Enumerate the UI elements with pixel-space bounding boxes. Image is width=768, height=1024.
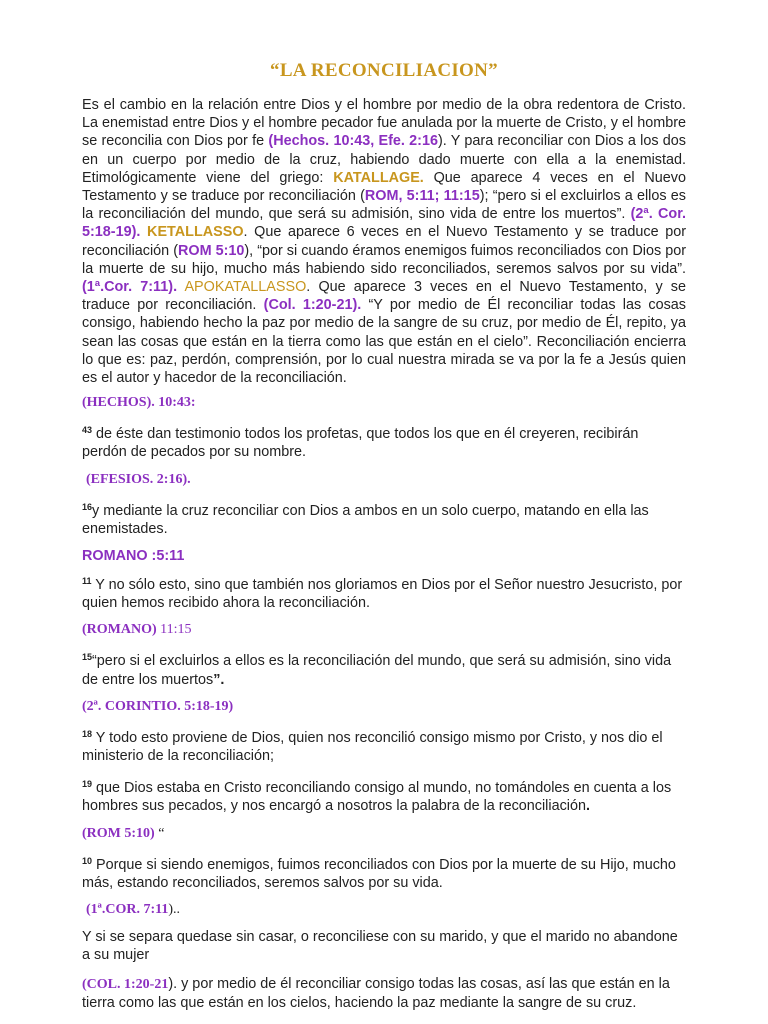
greek-word-ketallasso: KETALLASSO xyxy=(147,224,244,241)
verse-efesios xyxy=(82,498,686,538)
section-heading-hechos: (HECHOS). 10:43: xyxy=(82,395,196,411)
heading-ref: (1ª.COR. 7:11 xyxy=(86,902,169,918)
verse-rom-5-10 xyxy=(82,852,686,892)
verse-number: 10 xyxy=(82,855,93,866)
verse-number: 18 xyxy=(82,728,93,739)
verse-text: ). y por medio de él reconciliar consigo todas las cosas, así las que están en la tierra como las que están en los cielos, haciendo la paz mediante la sangre de su cruz. xyxy=(82,975,670,1011)
verse-romano-11-15 xyxy=(82,648,686,688)
intro-ref-col: (Col. 1:20-21). xyxy=(263,297,362,314)
verse-text: Porque si siendo enemigos, fuimos reconciliados con Dios por la muerte de su Hijo, mucho más, estando reconciliados, seremos salvos por su vida. xyxy=(82,856,676,891)
intro-ref-cor711: (1ª.Cor. 7:11). xyxy=(82,279,178,296)
intro-ref-rom: ROM, 5:11; 11:15 xyxy=(364,188,480,205)
verse-text: que Dios estaba en Cristo reconciliando consigo al mundo, no tomándoles en cuenta a los hombres sus pecados, y nos encargó a nosotros la palabra de la reconciliación xyxy=(82,780,672,815)
verse-romano-5-11 xyxy=(82,572,686,612)
verse-end: . xyxy=(585,798,590,815)
verse-number: 43 xyxy=(82,425,93,436)
verse-text: y mediante la cruz reconciliar con Dios a ambos en un solo cuerpo, matando en ella las enemistades. xyxy=(82,502,649,537)
intro-text: . Que aparece 6 veces en el Nuevo Testamento y se traduce por reconciliación ( xyxy=(82,224,687,259)
section-heading-cor-7-11 xyxy=(86,902,686,918)
page-title: “LA RECONCILIACION” xyxy=(270,60,498,81)
section-heading-romano-11-15 xyxy=(82,622,686,638)
verse-corintio-18 xyxy=(82,725,686,765)
verse-text: Y no sólo esto, sino que también nos gloriamos en Dios por el Señor nuestro Jesucristo, por quien hemos recibido ahora la reconciliación. xyxy=(82,577,683,612)
section-heading-romano-5-11: ROMANO :5:11 xyxy=(82,548,185,565)
verse-number: 16 xyxy=(82,501,93,512)
intro-text: ). Y para reconciliar con Dios a los dos en un cuerpo por medio de la cruz, habiendo dado muerte con ella a la enemistad. Etimológicamente viene del griego: xyxy=(82,133,686,186)
intro-text: Que aparece 4 veces en el Nuevo Testamento y se traduce por reconciliación ( xyxy=(82,169,687,205)
intro-paragraph xyxy=(82,96,686,387)
verse-text: de éste dan testimonio todos los profetas, que todos los que en él creyeren, recibirán perdón de pecados por su nombre. xyxy=(82,426,639,461)
greek-word-katallage: KATALLAGE. xyxy=(333,169,424,186)
heading-tail: ).. xyxy=(168,902,181,918)
verse-end: ”. xyxy=(213,671,225,688)
heading-tail: “ xyxy=(154,825,165,841)
heading-ref: (ROM 5:10) xyxy=(82,825,155,841)
section-heading-efesios: (EFESIOS. 2:16). xyxy=(86,471,191,487)
verse-cor-7-11: Y si se separa quedase sin casar, o reconciliese con su marido, y que el marido no abandone a su mujer xyxy=(82,929,678,964)
intro-text: Es el cambio en la relación entre Dios y el hombre por medio de la obra redentora de Cristo. La enemistad entre Dios y el hombre pecador fue anulada por la muerte de Cristo, y el hombre se reconcilia con Dios por fe xyxy=(82,97,686,150)
intro-ref-rom510: ROM 5:10 xyxy=(178,242,245,259)
verse-col xyxy=(82,975,686,1012)
verse-text: “pero si el excluirlos a ellos es la reconciliación del mundo, que será su admisión, sino vida de entre los muertos xyxy=(82,653,672,688)
heading-ref: (ROMANO) xyxy=(82,622,157,638)
greek-word-apokatallasso: APOKATALLASSO xyxy=(184,279,307,296)
section-heading-corintio: (2ª. CORINTIO. 5:18-19) xyxy=(82,698,234,714)
verse-number: 15 xyxy=(82,652,93,663)
intro-text: “Y por medio de Él reconciliar todas las cosas consigo, habiendo hecho la paz por medio de la sangre de su cruz, por medio de Él, repito, ya sean las cosas que están en la tierra como las que están en el cielo”. Reconciliación encierra lo que es: paz, perdón, comprensión, por lo cual nuestra mirada se va por la fe a Jesús quien es el autor y hacedor de la reconciliación. xyxy=(82,297,686,387)
verse-text: Y todo esto proviene de Dios, quien nos reconcilió consigo mismo por Cristo, y nos dio el ministerio de la reconciliación; xyxy=(82,729,663,765)
verse-number: 19 xyxy=(82,779,93,790)
section-heading-rom-5-10 xyxy=(82,826,686,842)
intro-ref-cor: (2ª. Cor. 5:18-19). xyxy=(82,206,686,241)
intro-text: ); “pero si el excluirlos a ellos es la reconciliación del mundo, que será su admisión, sino vida de entre los muertos”. xyxy=(82,188,686,223)
intro-text: ), “por si cuando éramos enemigos fuimos reconciliados con Dios por la muerte de su hijo, mucho más habiendo sido reconciliados, seremos salvos por su vida”. xyxy=(82,242,687,277)
verse-number: 11 xyxy=(82,576,92,587)
intro-text: . Que aparece 3 veces en el Nuevo Testamento, y se traduce por reconciliación. xyxy=(82,279,687,314)
heading-ref-plain: 11:15 xyxy=(156,622,192,638)
intro-ref-hechos: (Hechos. 10:43, Efe. 2:16 xyxy=(268,133,438,150)
verse-corintio-19 xyxy=(82,775,686,815)
section-heading-col: (COL. 1:20-21 xyxy=(82,976,169,992)
verse-hechos xyxy=(82,421,686,461)
